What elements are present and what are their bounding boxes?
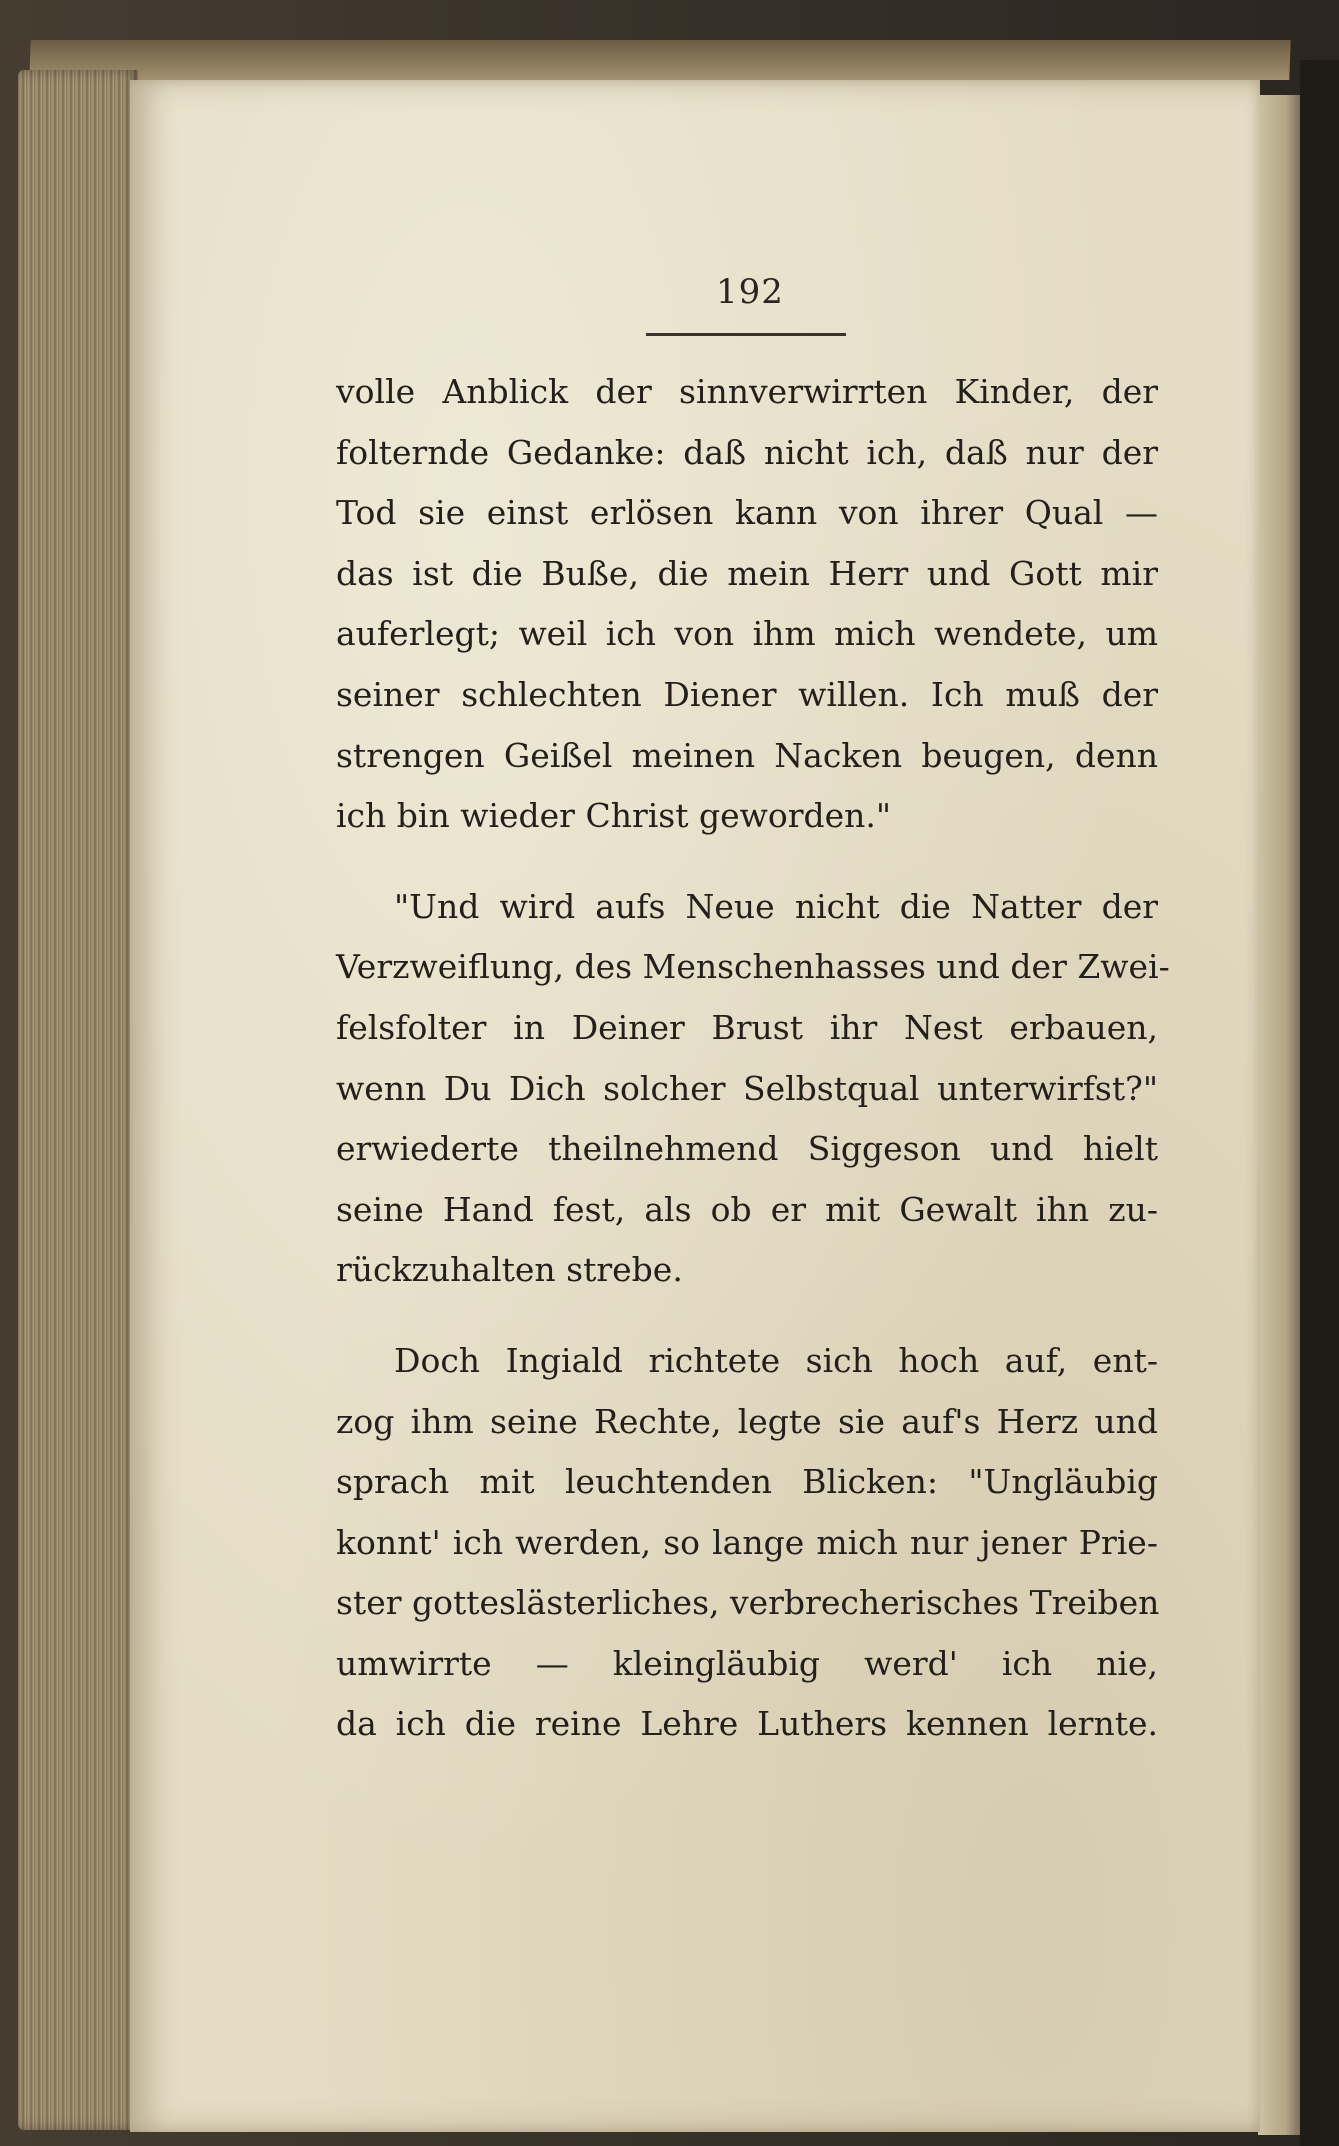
page-number: 192 bbox=[716, 272, 784, 312]
text-line: Verzweiflung, des Menschenhasses und der Zwei- bbox=[336, 947, 1170, 987]
paragraph-gap bbox=[336, 847, 1158, 877]
text-line: rückzuhalten strebe. bbox=[336, 1250, 683, 1290]
text-line: umwirrte — kleingläubig werd' ich nie, bbox=[336, 1643, 1158, 1683]
text-line: seine Hand fest, als ob er mit Gewalt ihn zu- bbox=[336, 1189, 1158, 1229]
text-line: das ist die Buße, die mein Herr und Gott mir bbox=[336, 553, 1158, 593]
text-line: felsfolter in Deiner Brust ihr Nest erbauen, bbox=[336, 1007, 1158, 1047]
text-line: konnt' ich werden, so lange mich nur jener Prie- bbox=[336, 1522, 1158, 1562]
header-rule bbox=[646, 333, 846, 336]
book-top-edge bbox=[29, 40, 1290, 80]
page-stack-edge bbox=[18, 70, 138, 2130]
paragraph-1 bbox=[336, 362, 1158, 847]
text-line: seiner schlechten Diener willen. Ich muß der bbox=[336, 674, 1158, 714]
text-line: Tod sie einst erlösen kann von ihrer Qual — bbox=[336, 493, 1158, 533]
text-line: ster gotteslästerliches, verbrecherisches Treiben bbox=[336, 1583, 1160, 1623]
paragraph-gap bbox=[336, 1301, 1158, 1331]
paragraph-2 bbox=[336, 877, 1170, 1301]
text-line: "Und wird aufs Neue nicht die Natter der bbox=[394, 886, 1158, 926]
text-line: folternde Gedanke: daß nicht ich, daß nur der bbox=[336, 432, 1158, 472]
facing-page-edge bbox=[1258, 95, 1304, 2135]
text-line: wenn Du Dich solcher Selbstqual unterwirfst?" bbox=[336, 1068, 1158, 1108]
paragraph-3 bbox=[336, 1331, 1158, 1755]
book-cover-edge bbox=[1300, 60, 1339, 2146]
text-line: erwiederte theilnehmend Siggeson und hielt bbox=[336, 1129, 1158, 1169]
text-line: sprach mit leuchtenden Blicken: "Ungläubig bbox=[336, 1462, 1158, 1502]
text-line: ich bin wieder Christ geworden." bbox=[336, 796, 892, 836]
text-line: auferlegt; weil ich von ihm mich wendete, um bbox=[336, 614, 1158, 654]
text-line: zog ihm seine Rechte, legte sie auf's Herz und bbox=[336, 1401, 1158, 1441]
text-line: volle Anblick der sinnverwirrten Kinder, der bbox=[336, 372, 1158, 411]
text-line: strengen Geißel meinen Nacken beugen, denn bbox=[336, 735, 1158, 775]
body-text bbox=[336, 362, 1170, 1755]
text-line: da ich die reine Lehre Luthers kennen lernte. bbox=[336, 1704, 1158, 1744]
text-line: Doch Ingiald richtete sich hoch auf, ent- bbox=[394, 1340, 1158, 1380]
